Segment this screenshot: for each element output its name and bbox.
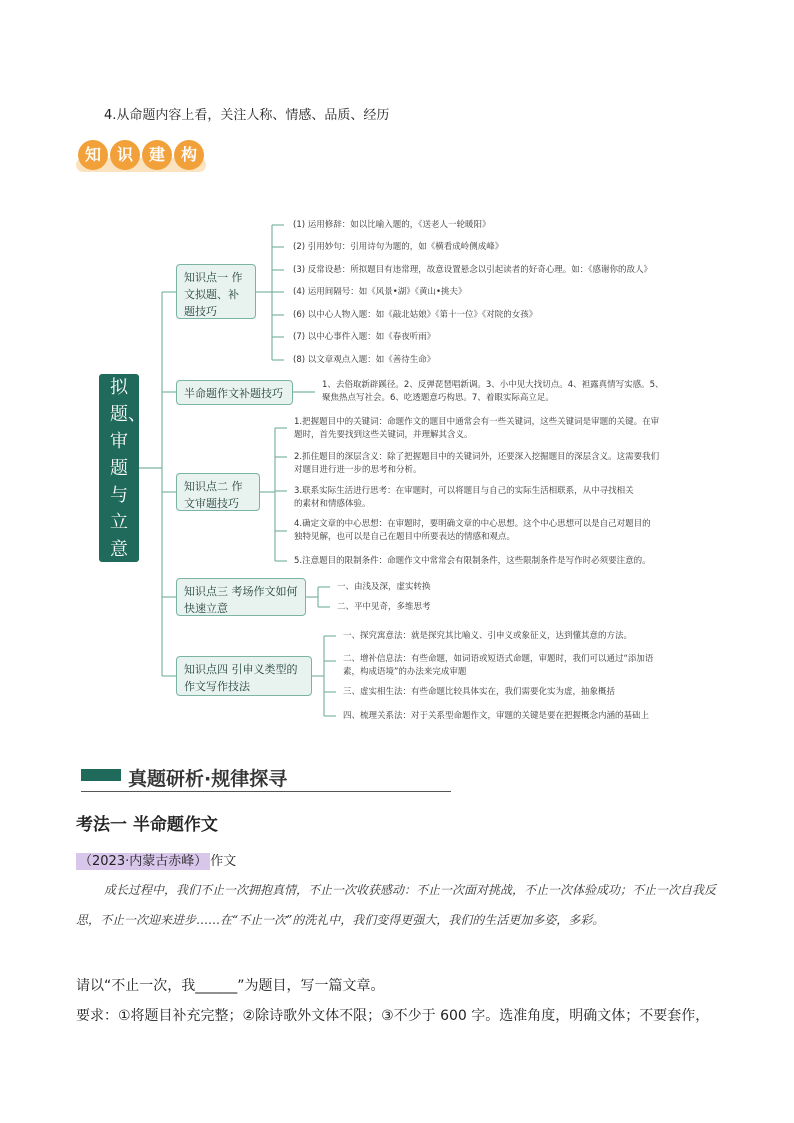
k4-item: 三、虚实相生法：有些命题比较具体实在，我们需要化实为虚，抽象概括: [343, 687, 616, 697]
writing-prompt: 请以“不止一次，我______”为题目，写一篇文章。: [76, 978, 385, 994]
k2-item: 1.把握题目中的关键词：命题作文的题目中通常会有一些关键词，这些关键词是审题的关键。在审题时，首先要找到这些关键词，并理解其含义。: [294, 417, 660, 440]
k1-item: (7) 以中心事件入题：如《春夜听雨》: [293, 332, 436, 342]
k2-item: 5.注意题目的限制条件：命题作文中常常会有限制条件，这些限制条件是写作时必须要注意的。: [294, 556, 651, 566]
k4-item: 一、探究寓意法：就是探究其比喻义、引申义或象征义，达到懂其意的方法。: [343, 631, 633, 641]
node-knowledge-2: 知识点二 作文审题技巧: [176, 473, 260, 511]
k2-item: 2.抓住题目的深层含义：除了把握题目中的关键词外，还要深入挖掘题目的深层含义。这需要我们对题目进行进一步的思考和分析。: [294, 452, 660, 475]
section-title: 真题研析·规律探寻: [128, 768, 288, 790]
lead-text: 4.从命题内容上看，关注人称、情感、品质、经历: [104, 108, 390, 123]
k1-item: (4) 运用间隔号：如《风景•湖》《黄山•挑夫》: [293, 287, 467, 297]
k1-item: (3) 反常设悬：所拟题目有违常理，故意设置悬念以引起读者的好奇心理。如：《感谢你的敌人》: [293, 265, 652, 275]
badge-char: 知: [78, 140, 108, 170]
badge-char: 建: [142, 140, 172, 170]
source-tag: （2023·内蒙古赤峰）: [76, 853, 210, 870]
section-bar: [81, 769, 121, 781]
source-suffix: 作文: [210, 854, 237, 869]
k4-item: 二、增补信息法：有些命题，如词语或短语式命题，审题时，我们可以通过“添加语素，构成语境”的办法来完成审题: [343, 654, 654, 677]
k4-item: 四、梳理关系法：对于关系型命题作文，审题的关键是要在把握概念内涵的基础上: [343, 711, 650, 721]
node-knowledge-3: 知识点三 考场作文如何快速立意: [176, 578, 306, 616]
section-divider: [81, 791, 451, 792]
k1-item: (8) 以文章观点入题：如《善待生命》: [293, 355, 436, 365]
node-knowledge-4: 知识点四 引申义类型的作文写作技法: [176, 656, 312, 696]
badge-char: 识: [110, 140, 140, 170]
k1-item: (2) 引用妙句：引用诗句为题的，如《横看成岭侧成峰》: [293, 242, 504, 252]
k2-item: 4.确定文章的中心思想：在审题时，要明确文章的中心思想。这个中心思想可以是自己对题目的独特见解，也可以是自己在题目中所要表达的情感和观点。: [294, 519, 651, 542]
source-line: [76, 850, 236, 869]
writing-requirements: 要求：①将题目补充完整；②除诗歌外文体不限；③不少于 600 字。选准角度，明确文体；不要套作，: [76, 1008, 710, 1024]
k2-item: 3.联系实际生活进行思考：在审题时，可以将题目与自己的实际生活相联系，从中寻找相关的素材和情感体验。: [294, 486, 634, 509]
node-knowledge-1: 知识点一 作文拟题、补题技巧: [176, 264, 256, 319]
k3-item: 一、由浅及深，虚实转换: [337, 582, 431, 592]
method-heading: 考法一 半命题作文: [76, 815, 218, 835]
prompt-paragraph: 成长过程中，我们不止一次拥抱真情，不止一次收获感动：不止一次面对挑战，不止一次体验成功；不止一次自我反思，不止一次迎来进步……在“不止一次”的洗礼中，我们变得更强大，我们的生活更加多姿，多彩。: [76, 883, 717, 927]
k1-item: (6) 以中心人物入题：如《敲北姑娘》《第十一位》《对院的女孩》: [293, 310, 538, 320]
mindmap-root: 拟题、审题与立意: [99, 374, 139, 562]
badge-char: 构: [174, 140, 204, 170]
node-half-title: 半命题作文补题技巧: [176, 380, 293, 405]
half-title-text: 1、去俗取新辟蹊径。2、反弹琵琶唱新调。3、小中见大找切点。4、袒露真情写实感。5、聚焦热点写社会。6、吃透题意巧构思。7、着眼实际高立足。: [322, 380, 664, 403]
k1-item: (1) 运用修辞：如以比喻入题的，《送老人一轮暖阳》: [293, 220, 491, 230]
k3-item: 二、平中见奇，多维思考: [337, 602, 431, 612]
